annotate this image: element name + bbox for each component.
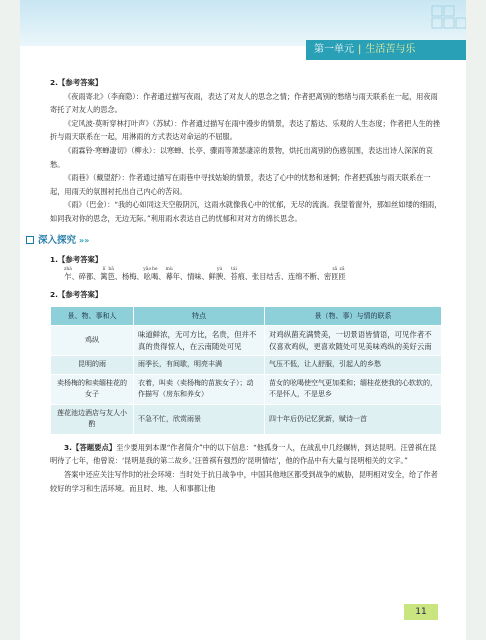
- unit-label: 第一单元 | 生活苦与乐: [306, 40, 466, 60]
- pinyin-annotation: zhà: [64, 266, 72, 272]
- vocab-char: 、: [93, 271, 101, 281]
- answer2-label: 2.【参考答案】: [50, 78, 103, 87]
- pinyin-annotation: mù: [165, 266, 173, 272]
- answer2b-label: 2.【参考答案】: [50, 289, 103, 299]
- page: [20, 0, 466, 640]
- vocab-char: 笆bā: [107, 266, 115, 281]
- table-cell: 卖杨梅的和卖缅桂花的女子: [51, 374, 134, 404]
- table-cell: 苗女的吆喝使空气更加柔和；缅桂花使我的心软软的，不是怀人，不是思乡: [265, 374, 442, 404]
- vocab-char: 结: [266, 271, 274, 281]
- table-header: 特点: [134, 307, 265, 326]
- vocab-char: 年: [172, 271, 180, 281]
- vocab-char: 、: [223, 271, 231, 281]
- vocab-char: 密: [324, 271, 332, 281]
- vocab-char: 、: [71, 271, 79, 281]
- vocab-char: 碎: [78, 271, 86, 281]
- vocab-char: 、: [316, 271, 325, 281]
- pinyin-annotation: yāo: [143, 266, 152, 272]
- table-header-row: [51, 307, 442, 326]
- vocab-char: 、: [114, 271, 122, 281]
- main-content: [38, 76, 442, 495]
- vocab-char: 、: [136, 271, 144, 281]
- vocab-char: 绵: [295, 271, 303, 281]
- pinyin-annotation: yú: [216, 266, 224, 272]
- vocab-char: 苔tái: [230, 266, 238, 281]
- answer3-text: 至少要用到本课“作者简介”中的以下信息：“他孤身一人，在战乱中几经辗转，到达昆明。汪曾祺在昆明待了七年，他曾说：‘昆明是我的第二故乡。’汪曾祺有强烈的‘昆明情结’，他的作品中有大量与昆明相关的文字。”: [50, 442, 437, 466]
- vocab-char: 味: [194, 271, 202, 281]
- table-cell: 不急不忙，欣赏雨景: [134, 404, 265, 434]
- section-title: 深入探究: [38, 234, 77, 246]
- answer2-para-5: 《雨》（巴金）：“我的心如同这天空般阴沉，这雨水就像我心中的忧郁，无尽的流淌。我望着窗外，那如丝如缕的细雨，如同我对你的思念，无边无际。”利用雨水表达自己的忧郁和对对方的绵长思念。: [50, 200, 442, 223]
- vocab-char: 不: [302, 271, 310, 281]
- answer2-para-3: 《雨霖铃·寒蝉凄切》（柳永）：以寒蝉、长亭、骤雨等萧瑟凄凉的景物，烘托出离别的伤感氛围，表达出诗人深深的哀愁。: [50, 145, 433, 169]
- vocab-char: 、: [201, 271, 209, 281]
- unit-number: 第一单元: [314, 44, 354, 55]
- pinyin-annotation: zā: [331, 266, 339, 272]
- checkbox-square-icon: [26, 236, 34, 244]
- table-cell: 衣着，叫卖（卖杨梅的苗族女子）；动作描写（房东和养女）: [134, 374, 265, 404]
- double-arrow-icon: »»: [79, 235, 90, 245]
- table-row: [51, 404, 442, 434]
- table-cell: 莲花池边酒店与友人小酌: [51, 404, 134, 434]
- table-cell: 味道鲜浓，无可方比，名贵，但并不真的贵得惊人，在云南随处可见: [134, 326, 265, 356]
- answer1-label: 1.【参考答案】: [50, 255, 103, 265]
- answer2-para-2: 《定风波·莫听穿林打叶声》（苏轼）：作者通过描写在雨中漫步的情景，表达了豁达、乐观的人生态度；作者把人生的挫折与雨天联系在一起，用淋雨的方式表达对命运的不屈服。: [50, 118, 441, 142]
- table-cell: 对鸡纵菌充满赞美，一切景语皆情语，可见作者不仅喜欢鸡纵，更喜欢随处可见美味鸡纵的美好云南: [265, 326, 442, 356]
- vocab-char: 舌: [273, 271, 281, 281]
- vocab-char: 乍zhà: [64, 266, 72, 281]
- vocab-char: 篱lí: [100, 266, 108, 281]
- answer3-paragraph: [50, 441, 442, 468]
- answer2-para-1: 《夜雨寄北》（李商隐）：作者通过描写夜雨，表达了对友人的思念之情；作者把离别的愁绪与雨天联系在一起，用夜雨寄托了对友人的思念。: [50, 91, 438, 115]
- vocab-char: 张: [252, 271, 260, 281]
- vocab-char: 痕: [237, 271, 245, 281]
- vocab-char: 、: [244, 271, 253, 281]
- vocab-char: 腴yú: [216, 266, 224, 281]
- table-row: [51, 374, 442, 404]
- vocab-char: 梅: [129, 271, 137, 281]
- grid-decoration-icon: [430, 4, 466, 40]
- table-cell: 气压不低，让人舒服，引起人的乡愁: [265, 356, 442, 375]
- table-cell: 四十年后仍记忆犹新，赋诗一首: [265, 404, 442, 434]
- answer3-label: 3.【答题要点】: [64, 442, 117, 452]
- table-cell: 雨季长，有间歇，明亮丰满: [134, 356, 265, 375]
- vocab-char: 吆yāo: [143, 266, 152, 281]
- vocab-char: 、: [179, 271, 188, 281]
- table-cell: 昆明的雨: [51, 356, 134, 375]
- vocab-char: 目: [259, 271, 267, 281]
- pinyin-annotation: tái: [230, 266, 238, 272]
- table-cell: 鸡纵: [51, 326, 134, 356]
- section-heading: [26, 234, 442, 248]
- pinyin-annotation: zā: [338, 266, 346, 272]
- vocab-char: 、: [158, 271, 166, 281]
- table-header: 景（物、事）与情的联系: [265, 307, 442, 326]
- vocab-char: 喝he: [151, 266, 159, 281]
- vocab-char: 幕mù: [165, 266, 173, 281]
- vocab-char: 鲜: [208, 271, 216, 281]
- vocab-char: 情: [187, 271, 195, 281]
- unit-title: 生活苦与乐: [365, 44, 416, 55]
- answer3-text-2: 答案中还应关注写作时的社会环境：当时处于抗日战争中，中国其他地区都受到战争的威胁，昆明相对安全，给了作者较好的学习和生活环境。而且时、地、人和事都让他: [50, 470, 438, 493]
- table-row: [51, 356, 442, 375]
- vocabulary-list: [50, 267, 442, 284]
- vocab-char: 断: [309, 271, 317, 281]
- vocab-char: 杨: [122, 271, 130, 281]
- answer2-para-4: 《雨巷》（戴望舒）：作者通过描写在雨巷中寻找姑娘的情景，表达了心中的忧愁和迷惘；作者把孤独与雨天联系在一起，用雨天的氛围衬托出自己内心的苦闷。: [50, 173, 431, 196]
- pinyin-annotation: he: [151, 266, 159, 272]
- vocab-char: 匝zā: [338, 266, 346, 281]
- vocab-char: 都: [85, 271, 94, 281]
- page-number: 11: [404, 604, 438, 620]
- table-header: 景、物、事和人: [51, 307, 134, 326]
- vocab-char: 匝zā: [331, 266, 339, 281]
- vocab-char: 连: [288, 271, 296, 281]
- vocab-char: 、: [280, 271, 289, 281]
- analysis-table: [50, 306, 442, 435]
- table-row: [51, 326, 442, 356]
- pinyin-annotation: lí: [100, 266, 108, 272]
- pinyin-annotation: bā: [107, 266, 115, 272]
